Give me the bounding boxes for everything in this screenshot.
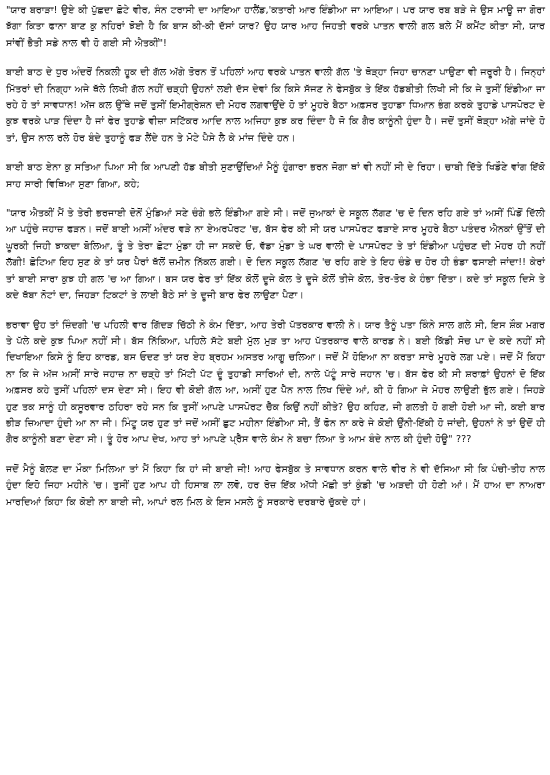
paragraph-conclusion: ਜਦੋਂ ਮੈਨੂੰ ਬੋਲਣ ਦਾ ਮੌਕਾ ਮਿਲਿਆ ਤਾਂ ਮੈਂ ਕਿਹਾ ਕਿ ਹਾਂ ਜੀ ਬਾਈ ਜੀ! ਆਹ ਫੇਸਬੁੱਕ ਤੇ ਸਾਵਧਾਨ ਕਰਨ ਵਾਲੇ ਵੀਰ ਨੇ ਵੀ ਦੱਸਿਆ ਸੀ ਕਿ ਪੰਚੀ-ਤੀਹ ਨਾਲ ਹੁੰਦਾ ਇਹੋ ਜਿਹਾ ਮਹੀਨੇ 'ਚ। ਤੁਸੀਂ ਹੁਣ ਆਪ ਹੀ ਹਿਸਾਬ ਲਾ ਲਵੋ, ਹਰ ਰੋਜ਼ ਇੱਕ ਅੱਧੀ ਮੱਛੀ ਤਾਂ ਕੁੰਡੀ 'ਚ ਅੜਦੀ ਹੀ ਹੋਣੀ ਆਂ। ਮੈਂ ਹਾਅ ਦਾ ਨਾਅਰਾ ਮਾਰਦਿਆਂ ਕਿਹਾ ਕਿ ਕੋਈ ਨਾ ਬਾਈ ਜੀ, ਆਪਾਂ ਰਲ ਮਿਲ ਕੇ ਇਸ ਮਸਲੇ ਨੂੰ ਸਰਕਾਰੇ ਦਰਬਾਰੇ ਚੁੱਕਦੇ ਹਾਂ। [6,463,545,508]
paragraph-intro-quote: "ਯਾਰ ਬਰਾੜਾ! ਉਏ ਕੀ ਪੁੱਛਦਾ ਛੋਟੇ ਵੀਰ, ਸੰਨ ਟਰਾਸੀ ਦਾ ਆਇਆ ਹਾਲੈਂਡ,'ਕਤਾਰੀ ਆਰ ਇੰਡੀਆ ਜਾ ਆਇਆ। ਪਰ ਯਾਰ ਰਬ ਬੜੇ ਜੇ ਉਸ ਮਾਊ ਜਾ ਗੋਰਾ ਝੱਗਾ ਕਿਤਾ ਫਾਨਾ ਬਾਣ ਕੁ ਨਹਿਰਾਂ ਝੋਈ ਹੈ ਕਿ ਬਾਸ ਕੀ-ਕੀ ਦੱਸਾਂ ਯਾਰ? ਉਹ ਯਾਰ ਆਹ ਜਿਹਤੀ ਵਰਕੇ ਪਾਤਨ ਵਾਲੀ ਗਲ ਬਲੇ ਮੈਂ ਕਮੈਂਟ ਕੀਤਾ ਸੀ, ਯਾਰ ਸਾਂਵੀਂ ਭੈਤੀ ਸਡੇ ਨਾਲ ਵੀ ਹੋ ਗਈ ਸੀ ਐਤਕੀਂ"! [6,5,545,49]
paragraph-context: ਬਾਈ ਬਾਠ ਦੇ ਧੁਰ ਅੰਦਰੋਂ ਨਿਕਲੀ ਹੂਕ ਦੀ ਗੱਲ ਅੱਗੇ ਤੋਰਨ ਤੋਂ ਪਹਿਲਾਂ ਆਹ ਵਰਕੇ ਪਾਤਨ ਵਾਲੀ ਗੱਲ 'ਤੇ ਥੋੜ੍ਹਾ ਜਿਹਾ ਚਾਨਣਾ ਪਾਉਣਾ ਵੀ ਜਰੂਰੀ ਹੈ। ਜਿਨ੍ਹਾਂ ਮਿੱਤਰਾਂ ਦੀ ਨਿਗ੍ਹਾ ਅਜੇ ਥੱਲੇ ਲਿਖੀ ਗੱਲ ਨਹੀਂ ਚੜ੍ਹੀ ਉਹਨਾਂ ਲਈ ਦੱਸ ਦੇਵਾਂ ਕਿ ਕਿਸੇ ਸੱਜਣ ਨੇ ਫੇਸਬੁੱਕ ਤੇ ਇੱਕ ਹੱਡਬੀਤੀ ਲਿਖੀ ਸੀ ਕਿ ਜੇ ਤੁਸੀਂ ਇੰਡੀਆ ਜਾ ਰਹੇ ਹੋ ਤਾਂ ਸਾਵਧਾਨ! ਅੱਜ ਕਲ ਉੱਥੇ ਜਦੋਂ ਤੁਸੀਂ ਇਮੀਗ੍ਰੇਸ਼ਨ ਦੀ ਮੋਹਰ ਲਗਵਾਉਂਦੇ ਹੋ ਤਾਂ ਮੂਹਰੇ ਬੈਠਾ ਅਫ਼ਸਰ ਤੁਹਾਡਾ ਧਿਆਨ ਭੰਗ ਕਰਕੇ ਤੁਹਾਡੇ ਪਾਸਪੋਰਟ ਦੇ ਕੁਝ ਵਰਕੇ ਪਾੜ ਦਿੰਦਾ ਹੈ ਜਾਂ ਫੇਰ ਤੁਹਾਡੇ ਵੀਜ਼ਾ ਸਟਿੱਕਰ ਆਦਿ ਨਾਲ ਅਜਿਹਾ ਕੁਝ ਕਰ ਦਿੰਦਾ ਹੈ ਜੋ ਕਿ ਗੈਰ ਕਾਨੂੰਨੀ ਹੁੰਦਾ ਹੈ। ਜਦੋਂ ਤੁਸੀਂ ਥੋੜ੍ਹਾ ਅੱਗੇ ਜਾਂਦੇ ਹੋ ਤਾਂ, ਉਸ ਨਾਲ ਰਲੇ ਹੋਰ ਬੰਦੇ ਤੁਹਾਨੂੰ ਫੜ ਲੈਂਦੇ ਹਨ ਤੇ ਮੋਟੇ ਪੈਸੇ ਲੈ ਕੇ ਮਾਂਜ ਦਿੰਦੇ ਹਨ। [6,67,545,144]
paragraph-press-card: ਭਰਾਵਾ ਉਹ ਤਾਂ ਜ਼ਿੰਦਗੀ 'ਚ ਪਹਿਲੀ ਵਾਰ ਗਿੱਦੜ ਚਿੱਠੀ ਨੇ ਕੰਮ ਦਿੱਤਾ, ਆਹ ਤੇਰੀ ਪੱਤਰਕਾਰ ਵਾਲੀ ਨੇ। ਯਾਰ ਤੈਨੂੰ ਪਤਾ ਕਿੰਨੇ ਸਾਲ ਗਲੇ ਸੀ, ਇਸ ਸ਼ੌਕ ਮਗਰ ਤੇ ਪੱਲੇ ਕਦੇ ਕੁਝ ਪਿਆ ਨਹੀਂ ਸੀ। ਬੱਸ ਨਿੱਕਿਆ, ਪਹਿਲੇ ਸੱਟੇ ਬਈ ਮੁੱਲ ਮੁੜ ਤਾ ਆਹ ਪੱਤਰਕਾਰ ਵਾਲੇ ਕਾਰਡ ਨੇ। ਬਈ ਕਿੱਡੀ ਸੋਚ ਪਾ ਦੇ ਕਦੇ ਨਹੀਂ ਸੀ ਦਿਖਾਇਆ ਕਿਸੇ ਨੂੰ ਇਹ ਕਾਰਡ, ਬਸ ਓਦਣ ਤਾਂ ਯਰ ਏਹ ਬ੍ਰਹਮ ਅਸਤਰ ਆਗੂ ਚਲਿਆ। ਜਦੋਂ ਮੈਂ ਹੋਇਆ ਨਾ ਕਰਤਾ ਸਾਰੇ ਮੂਹਰੇ ਲਗ ਪਏ। ਜਦੋਂ ਮੈਂ ਕਿਹਾ ਨਾ ਕਿ ਜੇ ਅੱਜ ਅਸੀਂ ਸਾਰੇ ਜਹਾਜ਼ ਨਾ ਚੜ੍ਹੇ ਤਾਂ ਮਿੱਟੀ ਪੱਟ ਦੂੰ ਤੁਹਾਡੀ ਸਾਰਿਆਂ ਦੀ, ਨਾਲੇ ਪੱਟੂੰ ਸਾਰੇ ਜਹਾਨ 'ਚ। ਬੱਸ ਫੇਰ ਕੀ ਸੀ ਸ਼ਰਾਫ਼ਾਂ ਉਹਨਾਂ ਦੋ ਇੱਕ ਅਫ਼ਸਰ ਕਹੇ ਤੁਸੀਂ ਪਹਿਲਾਂ ਦਸ ਦੇਣਾ ਸੀ। ਇਹ ਵੀ ਕੋਈ ਗੱਲ ਆ, ਅਸੀਂ ਹੁਣ ਪੈੱਨ ਨਾਲ ਲਿਖ ਦਿੰਦੇ ਆਂ, ਕੀ ਹੋ ਗਿਆ ਜੇ ਮੋਹਰ ਲਾਉਣੀ ਭੁੱਲ ਗਏ। ਜਿਹੜੇ ਹੁਣ ਤਕ ਸਾਨੂੰ ਹੀ ਕਸੂਰਵਾਰ ਠਹਿਰਾ ਰਹੇ ਸਨ ਕਿ ਤੁਸੀਂ ਆਪਣੇ ਪਾਸਪੋਰਟ ਚੈੱਕ ਕਿਉਂ ਨਹੀਂ ਕੀਤੇ? ਉਹ ਕਹਿਣ, ਜੀ ਗਲਤੀ ਹੋ ਗਈ ਹੋਈ ਆ ਜੀ, ਕਈ ਬਾਰ ਭੀੜ ਜ਼ਿਆਦਾ ਹੁੰਦੀ ਆ ਨਾ ਜੀ। ਮਿੰਟੂ ਯਰ ਹੁਣ ਤਾਂ ਜਦੋਂ ਅਸੀਂ ਛੁਟ ਮਹੀਨਾ ਇੰਡੀਆ ਸੀ, ਤੈਂ ਫੋਨ ਨਾ ਕਰੇ ਜੇ ਕੋਈ ਉੰਨੀ-ਇੱਕੀ ਹੋ ਜਾਂਦੀ, ਉਹਨਾਂ ਨੇ ਤਾਂ ਉਦੋਂ ਹੀ ਗੈਰ ਕਾਨੂੰਨੀ ਬਣਾ ਦੇਣਾ ਸੀ। ਤੂੰ ਹੋਰ ਆਪ ਦੇਖ, ਆਹ ਤਾਂ ਆਪਣੇ ਪ੍ਰੈੱਸ ਵਾਲੇ ਕੰਮ ਨੇ ਬਚਾ ਲਿਆ ਤੇ ਆਮ ਬੰਦੇ ਨਾਲ ਕੀ ਹੁੰਦੀ ਹੋਊ" ??? [6,319,545,446]
paragraph-story: "ਯਾਰ ਐਤਕੀਂ ਮੈਂ ਤੇ ਤੇਰੀ ਭਰਜਾਈ ਦੋਨੋਂ ਮੁੰਡਿਆਂ ਸਣੇ ਚੰਗੇ ਭਲੇ ਇੰਡੀਆ ਗਏ ਸੀ। ਜਦੋਂ ਜੁਆਕਾਂ ਦੇ ਸਕੂਲ ਲੱਗਣ 'ਚ ਦੋ ਦਿਨ ਰਹਿ ਗਏ ਤਾਂ ਅਸੀਂ ਪਿੰਡੋਂ ਦਿੱਲੀ ਆ ਪਹੁੰਚੇ ਜਹਾਜ਼ ਫੜਨ। ਜਦੋਂ ਬਾਈ ਅਸੀਂ ਅੰਦਰ ਵੜੇ ਨਾ ਏਅਰਪੋਰਟ 'ਚ, ਬੱਸ ਫੇਰ ਕੀ ਸੀ ਯਰ ਪਾਸਪੋਰਟ ਫੜਾਏ ਸਾਰ ਮੂਹਰੇ ਬੈਠਾ ਪਤੰਦਰ ਐਨਕਾਂ ਉੱਤੋਂ ਦੀ ਘੂਰਕੀ ਜਿਹੀ ਝਾਕਦਾ ਬੋਲਿਆ, ਤੂੰ ਤੇ ਤੇਰਾ ਛੋਟਾ ਮੁੰਡਾ ਹੀ ਜਾ ਸਕਦੇ ਓ, ਵੱਡਾ ਮੁੰਡਾ ਤੇ ਘਰ ਵਾਲੀ ਦੇ ਪਾਸਪੋਰਟ ਤੇ ਤਾਂ ਇੰਡੀਆ ਪਹੁੰਚਣ ਦੀ ਮੋਹਰ ਹੀ ਨਹੀਂ ਲੱਗੀ! ਛੋਟਿਆ ਇਹ ਸੁਣ ਕੇ ਤਾਂ ਯਰ ਪੈਰਾਂ ਥੱਲੋਂ ਜ਼ਮੀਨ ਨਿੱਕਲ ਗਈ। ਦੋ ਦਿਨ ਸਕੂਲ ਲੱਗਣ 'ਚ ਰਹਿ ਗਏ ਤੇ ਇਹ ਚੰਡੇ ਚ ਹੋਰ ਹੀ ਭੰਡਾ ਫਸਾਈ ਜਾਂਦਾ!! ਕੇਰਾਂ ਤਾਂ ਬਾਈ ਸਾਰਾ ਕੁਝ ਹੀ ਗਲ 'ਚ ਆ ਗਿਆ। ਬਸ ਯਰ ਫੇਰ ਤਾਂ ਇੱਕ ਕੋਲੋਂ ਦੂਜੇ ਕੋਲ ਤੇ ਦੂਜੇ ਕੋਲੋਂ ਤੀਜੇ ਕੋਲ, ਤੋਰ-ਤੋਰ ਕੇ ਹੰਭਾ ਦਿੱਤਾ। ਕਦੇ ਤਾਂ ਸਕੂਲ ਦਿਸੇ ਤੇ ਕਦੇ ਥੱਬਾ ਨੋਟਾਂ ਦਾ, ਜਿਹੜਾ ਟਿਕਟਾਂ ਤੇ ਲਾਈ ਬੈਠੇ ਸਾਂ ਤੇ ਦੂਜੀ ਬਾਰ ਫੇਰ ਲਾਉਣਾ ਪੈਣਾ। [6,208,545,302]
paragraph-narration: ਬਾਈ ਬਾਠ ਏਨਾ ਕੁ ਸਤਿਆ ਪਿਆ ਸੀ ਕਿ ਆਪਣੀ ਹੱਡ ਬੀਤੀ ਸੁਣਾਉਂਦਿਆਂ ਮੈਨੂੰ ਹੁੰਗਾਰਾ ਭਰਨ ਜੋਗਾ ਥਾਂ ਵੀ ਨਹੀਂ ਸੀ ਦੇ ਰਿਹਾ। ਚਾਬੀ ਦਿੱਤੇ ਖਿਡੌਣੇ ਵਾਂਗ ਇੱਕੋ ਸਾਹ ਸਾਰੀ ਵਿਥਿਆ ਸੁਣਾ ਗਿਆ, ਕਹੇ; [6,162,545,190]
